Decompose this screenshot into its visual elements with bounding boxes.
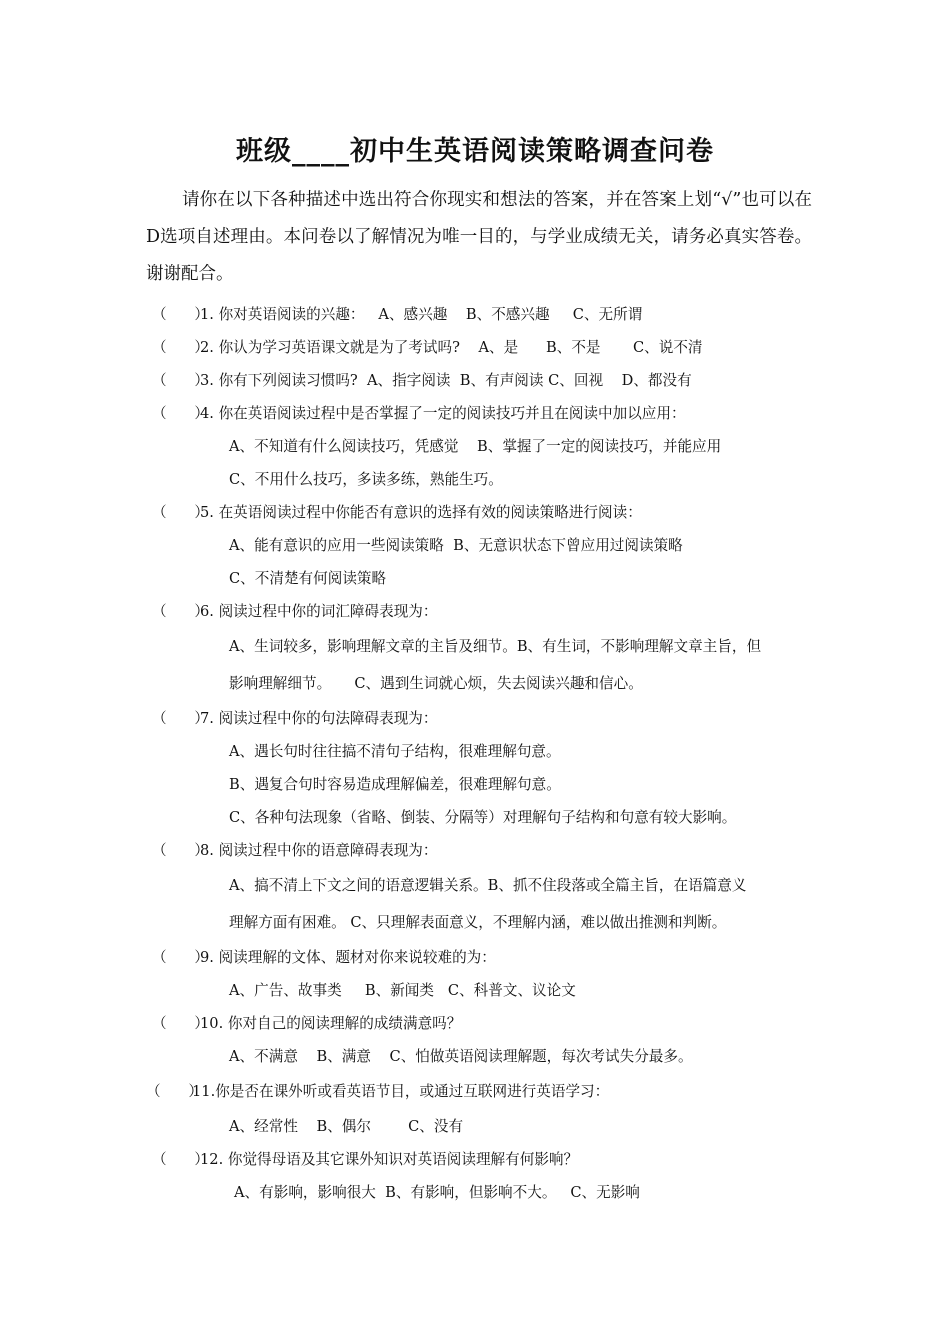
- option-line: A、搞不清上下文之间的语意逻辑关系。B、抓不住段落或全篇主旨，在语篇意义: [229, 877, 747, 894]
- question-6: [0, 595, 950, 702]
- answer-blank[interactable]: （ ）: [152, 405, 210, 422]
- question-text: 7. 阅读过程中你的句法障碍表现为：: [200, 710, 438, 727]
- option-line: C、各种句法现象（省略、倒装、分隔等）对理解句子结构和句意有较大影响。: [229, 809, 737, 826]
- question-1: [0, 298, 950, 331]
- question-10: [0, 1007, 950, 1073]
- question-text: 3. 你有下列阅读习惯吗? A、指字阅读 B、有声阅读 C、回视 D、都没有: [200, 372, 692, 389]
- answer-blank[interactable]: （ ）: [152, 372, 210, 389]
- answer-blank[interactable]: （ ）: [152, 603, 210, 620]
- question-7: [0, 702, 950, 834]
- question-9: [0, 941, 950, 1007]
- question-2: [0, 331, 950, 364]
- answer-blank[interactable]: （ ）: [146, 1083, 204, 1100]
- answer-blank[interactable]: （ ）: [152, 504, 210, 521]
- option-line: A、不满意 B、满意 C、怕做英语阅读理解题，每次考试失分最多。: [229, 1048, 693, 1065]
- answer-blank[interactable]: （ ）: [152, 306, 210, 323]
- question-text: 8. 阅读过程中你的语意障碍表现为：: [200, 842, 438, 859]
- option-line: B、遇复合句时容易造成理解偏差，很难理解句意。: [229, 776, 561, 793]
- question-8: [0, 834, 950, 941]
- question-3: [0, 364, 950, 397]
- question-4: [0, 397, 950, 496]
- question-12: [0, 1143, 950, 1209]
- question-text: 11.你是否在课外听或看英语节目，或通过互联网进行英语学习：: [192, 1083, 610, 1100]
- intro-paragraph: 请你在以下各种描述中选出符合你现实和想法的答案，并在答案上划“√”也可以在D选项自述理由。本问卷以了解情况为唯一目的，与学业成绩无关，请务必真实答卷。谢谢配合。: [146, 190, 812, 284]
- question-text: 1. 你对英语阅读的兴趣： A、感兴趣 B、不感兴趣 C、无所谓: [200, 306, 643, 323]
- question-list: [0, 298, 950, 1209]
- option-line: C、不清楚有何阅读策略: [229, 570, 387, 587]
- option-line: A、遇长句时往往搞不清句子结构，很难理解句意。: [229, 743, 561, 760]
- question-text: 5. 在英语阅读过程中你能否有意识的选择有效的阅读策略进行阅读：: [200, 504, 642, 521]
- option-line: 影响理解细节。 C、遇到生词就心烦，失去阅读兴趣和信心。: [229, 675, 643, 692]
- option-line: A、广告、故事类 B、新闻类 C、科普文、议论文: [229, 982, 576, 999]
- option-line: A、经常性 B、偶尔 C、没有: [229, 1118, 464, 1135]
- question-text: 4. 你在英语阅读过程中是否掌握了一定的阅读技巧并且在阅读中加以应用：: [200, 405, 686, 422]
- option-line: A、不知道有什么阅读技巧，凭感觉 B、掌握了一定的阅读技巧，并能应用: [229, 438, 722, 455]
- question-text: 6. 阅读过程中你的词汇障碍表现为：: [200, 603, 438, 620]
- option-line: A、能有意识的应用一些阅读策略 B、无意识状态下曾应用过阅读策略: [229, 537, 683, 554]
- option-line: A、生词较多，影响理解文章的主旨及细节。B、有生词，不影响理解文章主旨，但: [229, 638, 762, 655]
- option-line: C、不用什么技巧，多读多练，熟能生巧。: [229, 471, 503, 488]
- question-text: 2. 你认为学习英语课文就是为了考试吗? A、是 B、不是 C、说不清: [200, 339, 703, 356]
- question-11: [0, 1073, 950, 1143]
- question-text: 10. 你对自己的阅读理解的成绩满意吗？: [200, 1015, 462, 1032]
- answer-blank[interactable]: （ ）: [152, 949, 210, 966]
- question-text: 12. 你觉得母语及其它课外知识对英语阅读理解有何影响？: [200, 1151, 579, 1168]
- option-line: 理解方面有困难。 C、只理解表面意义，不理解内涵，难以做出推测和判断。: [229, 914, 727, 931]
- page-title: 班级____初中生英语阅读策略调查问卷: [236, 136, 714, 167]
- option-line: A、有影响，影响很大 B、有影响，但影响不大。 C、无影响: [234, 1184, 640, 1201]
- answer-blank[interactable]: （ ）: [152, 710, 210, 727]
- question-text: 9. 阅读理解的文体、题材对你来说较难的为：: [200, 949, 496, 966]
- question-5: [0, 496, 950, 595]
- answer-blank[interactable]: （ ）: [152, 842, 210, 859]
- answer-blank[interactable]: （ ）: [152, 339, 210, 356]
- answer-blank[interactable]: （ ）: [152, 1015, 210, 1032]
- answer-blank[interactable]: （ ）: [152, 1151, 210, 1168]
